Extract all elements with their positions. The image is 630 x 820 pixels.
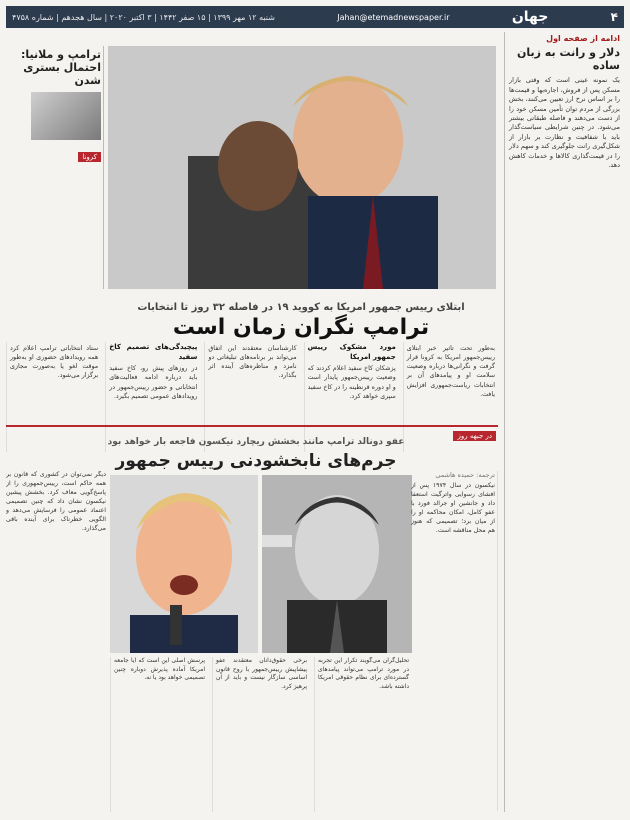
trump-melania-photo: [108, 46, 496, 289]
bottom-col: تحلیل‌گران می‌گویند تکرار این تجربه در مورد ترامپ می‌تواند پیامدهای گسترده‌ای برای نظام حقوقی امریکا داشته باشد.: [314, 657, 412, 812]
col-text: پزشکان کاخ سفید اعلام کردند که وضعیت رییس‌جمهور پایدار است و او دوره قرنطینه را در کاخ سفید سپری خواهد کرد.: [307, 365, 396, 400]
col-text: به‌طور تحت تاثیر خبر ابتلای رییس‌جمهور امریکا به کرونا قرار گرفت و نگرانی‌ها درباره وضعیت سلامت او و پیامدهای آن بر انتخابات ریاست‌جمهوری افزایش یافت.: [406, 345, 495, 398]
main-subtitle: ابتلای رییس جمهور امریکا به کووید ۱۹ در فاصله ۳۲ روز تا انتخابات: [137, 302, 465, 313]
section-title: جهان: [511, 9, 549, 25]
bottom-right-text: نیکسون در سال ۱۹۷۴ پس از افشای رسوایی واترگیت استعفا داد و جانشین او جرالد فورد با عفو کامل، امکان محاکمه او را از میان برد؛ تصمیمی که هنوز هم محل مناقشه است.: [411, 482, 495, 535]
side-story: [6, 46, 104, 289]
col-subhead: پیچیدگی‌های تصمیم کاخ سفید: [109, 343, 198, 362]
site-email: Jahan@etemadnewspaper.ir: [337, 12, 450, 22]
bottom-kicker: در جبهه روز: [453, 431, 496, 441]
right-kicker: ادامه از صفحه اول: [546, 34, 620, 43]
right-body: یک نمونه عینی است که وقتی بازار مسکن پس از فروش، اجاره‌بها و قیمت‌ها را بر اساس نرخ ارز تعیین می‌کنند، بخش بزرگی از مردم توان تأمین مسکن خود را از دست می‌دهند و فاصله طبقاتی بیشتر می‌شود. در چنین شرایطی سیاست‌گذار باید با شفافیت و نظارت بر بازار از شکل‌گیری رانت جلوگیری کند و سهم دلار را در قیمت‌گذاری کالاها و خدمات کاهش دهد.: [509, 76, 620, 170]
nixon-photo: [262, 475, 412, 653]
col-subhead: مورد مشکوک رییس جمهور امریکا: [307, 343, 396, 362]
issue-date: شنبه ۱۲ مهر ۱۳۹۹ | ۱۵ صفر ۱۴۴۲ | ۳ اکتبر ۲۰۲۰ | سال هجدهم | شماره ۴۷۵۸: [12, 12, 275, 22]
byline: ترجمه: حمیده هاشمی: [435, 471, 495, 479]
page-number: ۴: [610, 10, 618, 24]
side-photo: [31, 92, 101, 140]
page-header: [6, 6, 624, 28]
right-column: [504, 32, 624, 812]
bottom-story: [6, 425, 498, 815]
bottom-right-column: [411, 471, 498, 811]
side-headline: ترامپ و ملانیا: احتمال بستری شدن: [20, 48, 101, 88]
main-story: [6, 32, 498, 422]
right-headline: دلار و رانت به زبان ساده: [517, 46, 620, 73]
bottom-left-text: دیگر نمی‌توان در کشوری که قانون بر همه حاکم است، رییس‌جمهوری را از پاسخ‌گویی معاف کرد. بخشش پیشین نیکسون نشان داد که چنین تصمیمی اعتماد عمومی را فرسایش می‌دهد و الگویی خطرناک برای آینده باقی می‌گذارد.: [6, 471, 106, 532]
bottom-columns: [110, 657, 412, 812]
bottom-title: جرم‌های نابخشودنی رییس جمهور: [115, 451, 397, 471]
main-title: ترامپ نگران زمان است: [172, 315, 430, 340]
main-title-block: [106, 302, 496, 340]
bottom-col: پرسش اصلی این است که آیا جامعه امریکا آماده پذیرش دوباره چنین تصمیمی خواهد بود یا نه.: [110, 657, 208, 812]
col-text: کارشناسان معتقدند این اتفاق می‌تواند بر برنامه‌های تبلیغاتی دو نامزد و مناظره‌های آینده اثر بگذارد.: [208, 345, 297, 380]
trump-photo: [110, 475, 258, 653]
col-text: در روزهای پیش رو، کاخ سفید باید درباره ادامه فعالیت‌های انتخاباتی و حضور رییس‌جمهور در رویدادهای عمومی تصمیم بگیرد.: [109, 365, 198, 400]
bottom-col: برخی حقوق‌دانان معتقدند عفو پیشاپیش رییس‌جمهور با روح قانون اساسی سازگار نیست و باید از آن پرهیز کرد.: [212, 657, 310, 812]
col-text: ستاد انتخاباتی ترامپ اعلام کرد همه رویدادهای حضوری او به‌طور موقت لغو یا به‌صورت مجازی برگزار می‌شود.: [9, 345, 99, 380]
bottom-subtitle: عفو دونالد ترامپ مانند بخشش ریچارد نیکسون فاجعه بار خواهد بود: [107, 437, 405, 447]
side-tag: کرونا: [78, 152, 101, 162]
